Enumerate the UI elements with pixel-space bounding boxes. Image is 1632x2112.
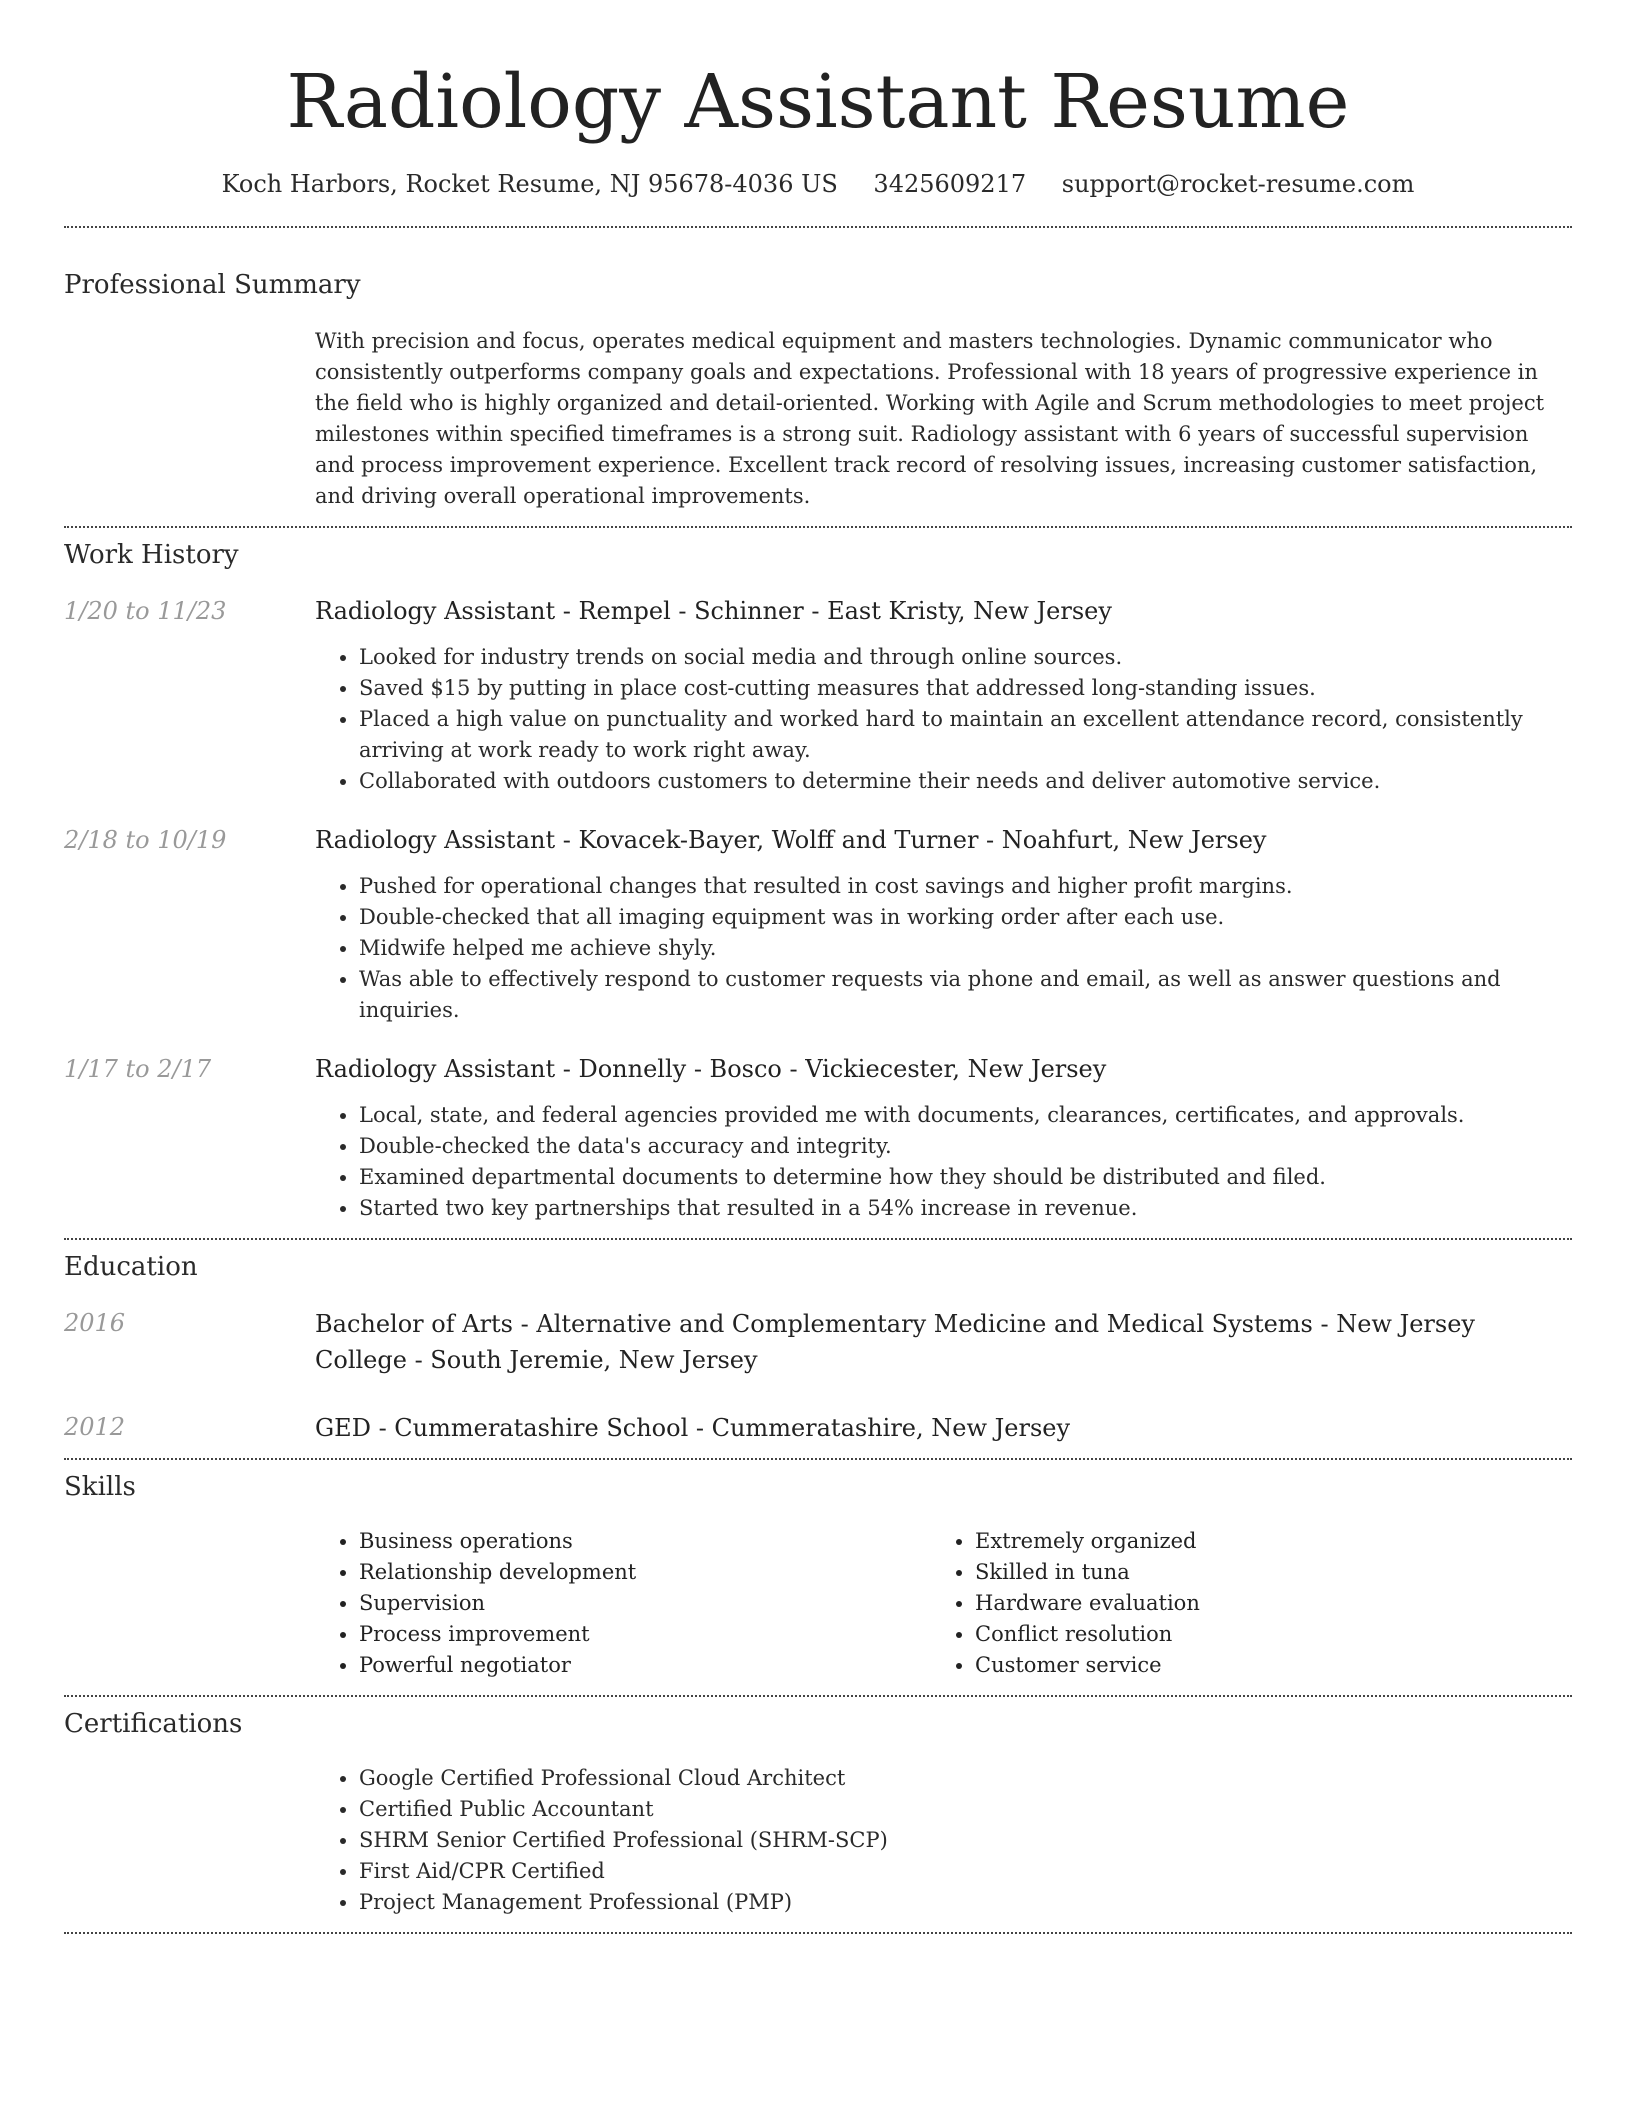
job-dates: 1/20 to 11/23 (64, 597, 227, 625)
skills-row (64, 1526, 1572, 1681)
job-dates: 2/18 to 10/19 (64, 826, 227, 854)
list-item: • Customer service (975, 1650, 1547, 1681)
list-item: • Extremely organized (975, 1526, 1547, 1557)
certifications-spacer (64, 1763, 315, 1918)
job-entry (64, 594, 1572, 797)
job-bullets (315, 1100, 1572, 1224)
list-item: • Looked for industry trends on social media and through online sources. (359, 642, 1572, 673)
list-item: • Project Management Professional (PMP) (359, 1887, 1572, 1918)
education-year: 2016 (64, 1309, 126, 1337)
list-item: • Powerful negotiator (359, 1650, 931, 1681)
section-title-education: Education (64, 1252, 198, 1282)
skills-columns (315, 1526, 1572, 1681)
list-item: • Collaborated with outdoors customers to determine their needs and deliver automotive service. (359, 766, 1572, 797)
job-entry (64, 823, 1572, 1026)
education-year: 2012 (64, 1413, 126, 1441)
list-item: • Double-checked the data's accuracy and integrity. (359, 1131, 1572, 1162)
list-item: • Double-checked that all imaging equipment was in working order after each use. (359, 902, 1572, 933)
list-item: • Placed a high value on punctuality and worked hard to maintain an excellent attendance record, consistently arriving at work ready to work right away. (359, 704, 1572, 766)
list-item: • Supervision (359, 1588, 931, 1619)
job-dates: 1/17 to 2/17 (64, 1055, 212, 1083)
list-item: • Examined departmental documents to determine how they should be distributed and filed. (359, 1162, 1572, 1193)
education-entry (64, 1410, 1572, 1446)
divider (64, 526, 1572, 528)
divider (64, 1458, 1572, 1460)
list-item: • Business operations (359, 1526, 931, 1557)
job-bullets (315, 871, 1572, 1026)
summary-spacer (64, 326, 315, 512)
resume-title: Radiology Assistant Resume (286, 59, 1350, 145)
certifications-row (64, 1763, 1572, 1918)
list-item: • Conflict resolution (975, 1619, 1547, 1650)
section-title-certifications: Certifications (64, 1709, 243, 1739)
divider (64, 1932, 1572, 1934)
skills-spacer (64, 1526, 315, 1681)
certifications-list (315, 1763, 1572, 1918)
list-item: • Google Certified Professional Cloud Architect (359, 1763, 1572, 1794)
skills-left-list (315, 1526, 931, 1681)
list-item: • Saved $15 by putting in place cost-cutting measures that addressed long-standing issues. (359, 673, 1572, 704)
list-item: • Hardware evaluation (975, 1588, 1547, 1619)
job-title: Radiology Assistant - Kovacek-Bayer, Wolff and Turner - Noahfurt, New Jersey (315, 826, 1267, 854)
summary-text: With precision and focus, operates medical equipment and masters technologies. Dynamic communicator who consistently outperforms company goals and expectations. Professional with 18 years of progressive experience in the field who is highly organized and detail-oriented. Working with Agile and Scrum methodologies to meet project milestones within specified timeframes is a strong suit. Radiology assistant with 6 years of successful supervision and process improvement experience. Excellent track record of resolving issues, increasing customer satisfaction, and driving overall operational improvements. (315, 329, 1545, 508)
list-item: • Certified Public Accountant (359, 1794, 1572, 1825)
resume-page (64, 0, 1572, 1934)
divider (64, 226, 1572, 228)
list-item: • Midwife helped me achieve shyly. (359, 933, 1572, 964)
summary-row (64, 326, 1572, 512)
job-title: Radiology Assistant - Rempel - Schinner - East Kristy, New Jersey (315, 597, 1112, 625)
education-text: Bachelor of Arts - Alternative and Complementary Medicine and Medical Systems - New Jersey College - South Jeremie, New Jersey (315, 1310, 1475, 1374)
list-item: • Process improvement (359, 1619, 931, 1650)
list-item: • Pushed for operational changes that resulted in cost savings and higher profit margins. (359, 871, 1572, 902)
section-title-work: Work History (64, 540, 239, 570)
list-item: • Relationship development (359, 1557, 931, 1588)
contact-line (64, 168, 1572, 200)
list-item: • SHRM Senior Certified Professional (SHRM-SCP) (359, 1825, 1572, 1856)
list-item: • Local, state, and federal agencies provided me with documents, clearances, certificates, and approvals. (359, 1100, 1572, 1131)
education-entry (64, 1306, 1572, 1378)
job-entry (64, 1052, 1572, 1224)
list-item: • First Aid/CPR Certified (359, 1856, 1572, 1887)
job-bullets (315, 642, 1572, 797)
education-text: GED - Cummeratashire School - Cummeratashire, New Jersey (315, 1414, 1071, 1442)
contact-email: support@rocket-resume.com (1061, 170, 1415, 198)
section-title-summary: Professional Summary (64, 270, 361, 300)
skills-right-list (931, 1526, 1547, 1681)
job-title: Radiology Assistant - Donnelly - Bosco - Vickiecester, New Jersey (315, 1055, 1107, 1083)
list-item: • Started two key partnerships that resulted in a 54% increase in revenue. (359, 1193, 1572, 1224)
contact-address: Koch Harbors, Rocket Resume, NJ 95678-4036 US (221, 170, 838, 198)
list-item: • Was able to effectively respond to customer requests via phone and email, as well as answer questions and inquiries. (359, 964, 1572, 1026)
contact-phone: 3425609217 (873, 170, 1027, 198)
list-item: • Skilled in tuna (975, 1557, 1547, 1588)
section-title-skills: Skills (64, 1472, 136, 1502)
divider (64, 1695, 1572, 1697)
divider (64, 1238, 1572, 1240)
